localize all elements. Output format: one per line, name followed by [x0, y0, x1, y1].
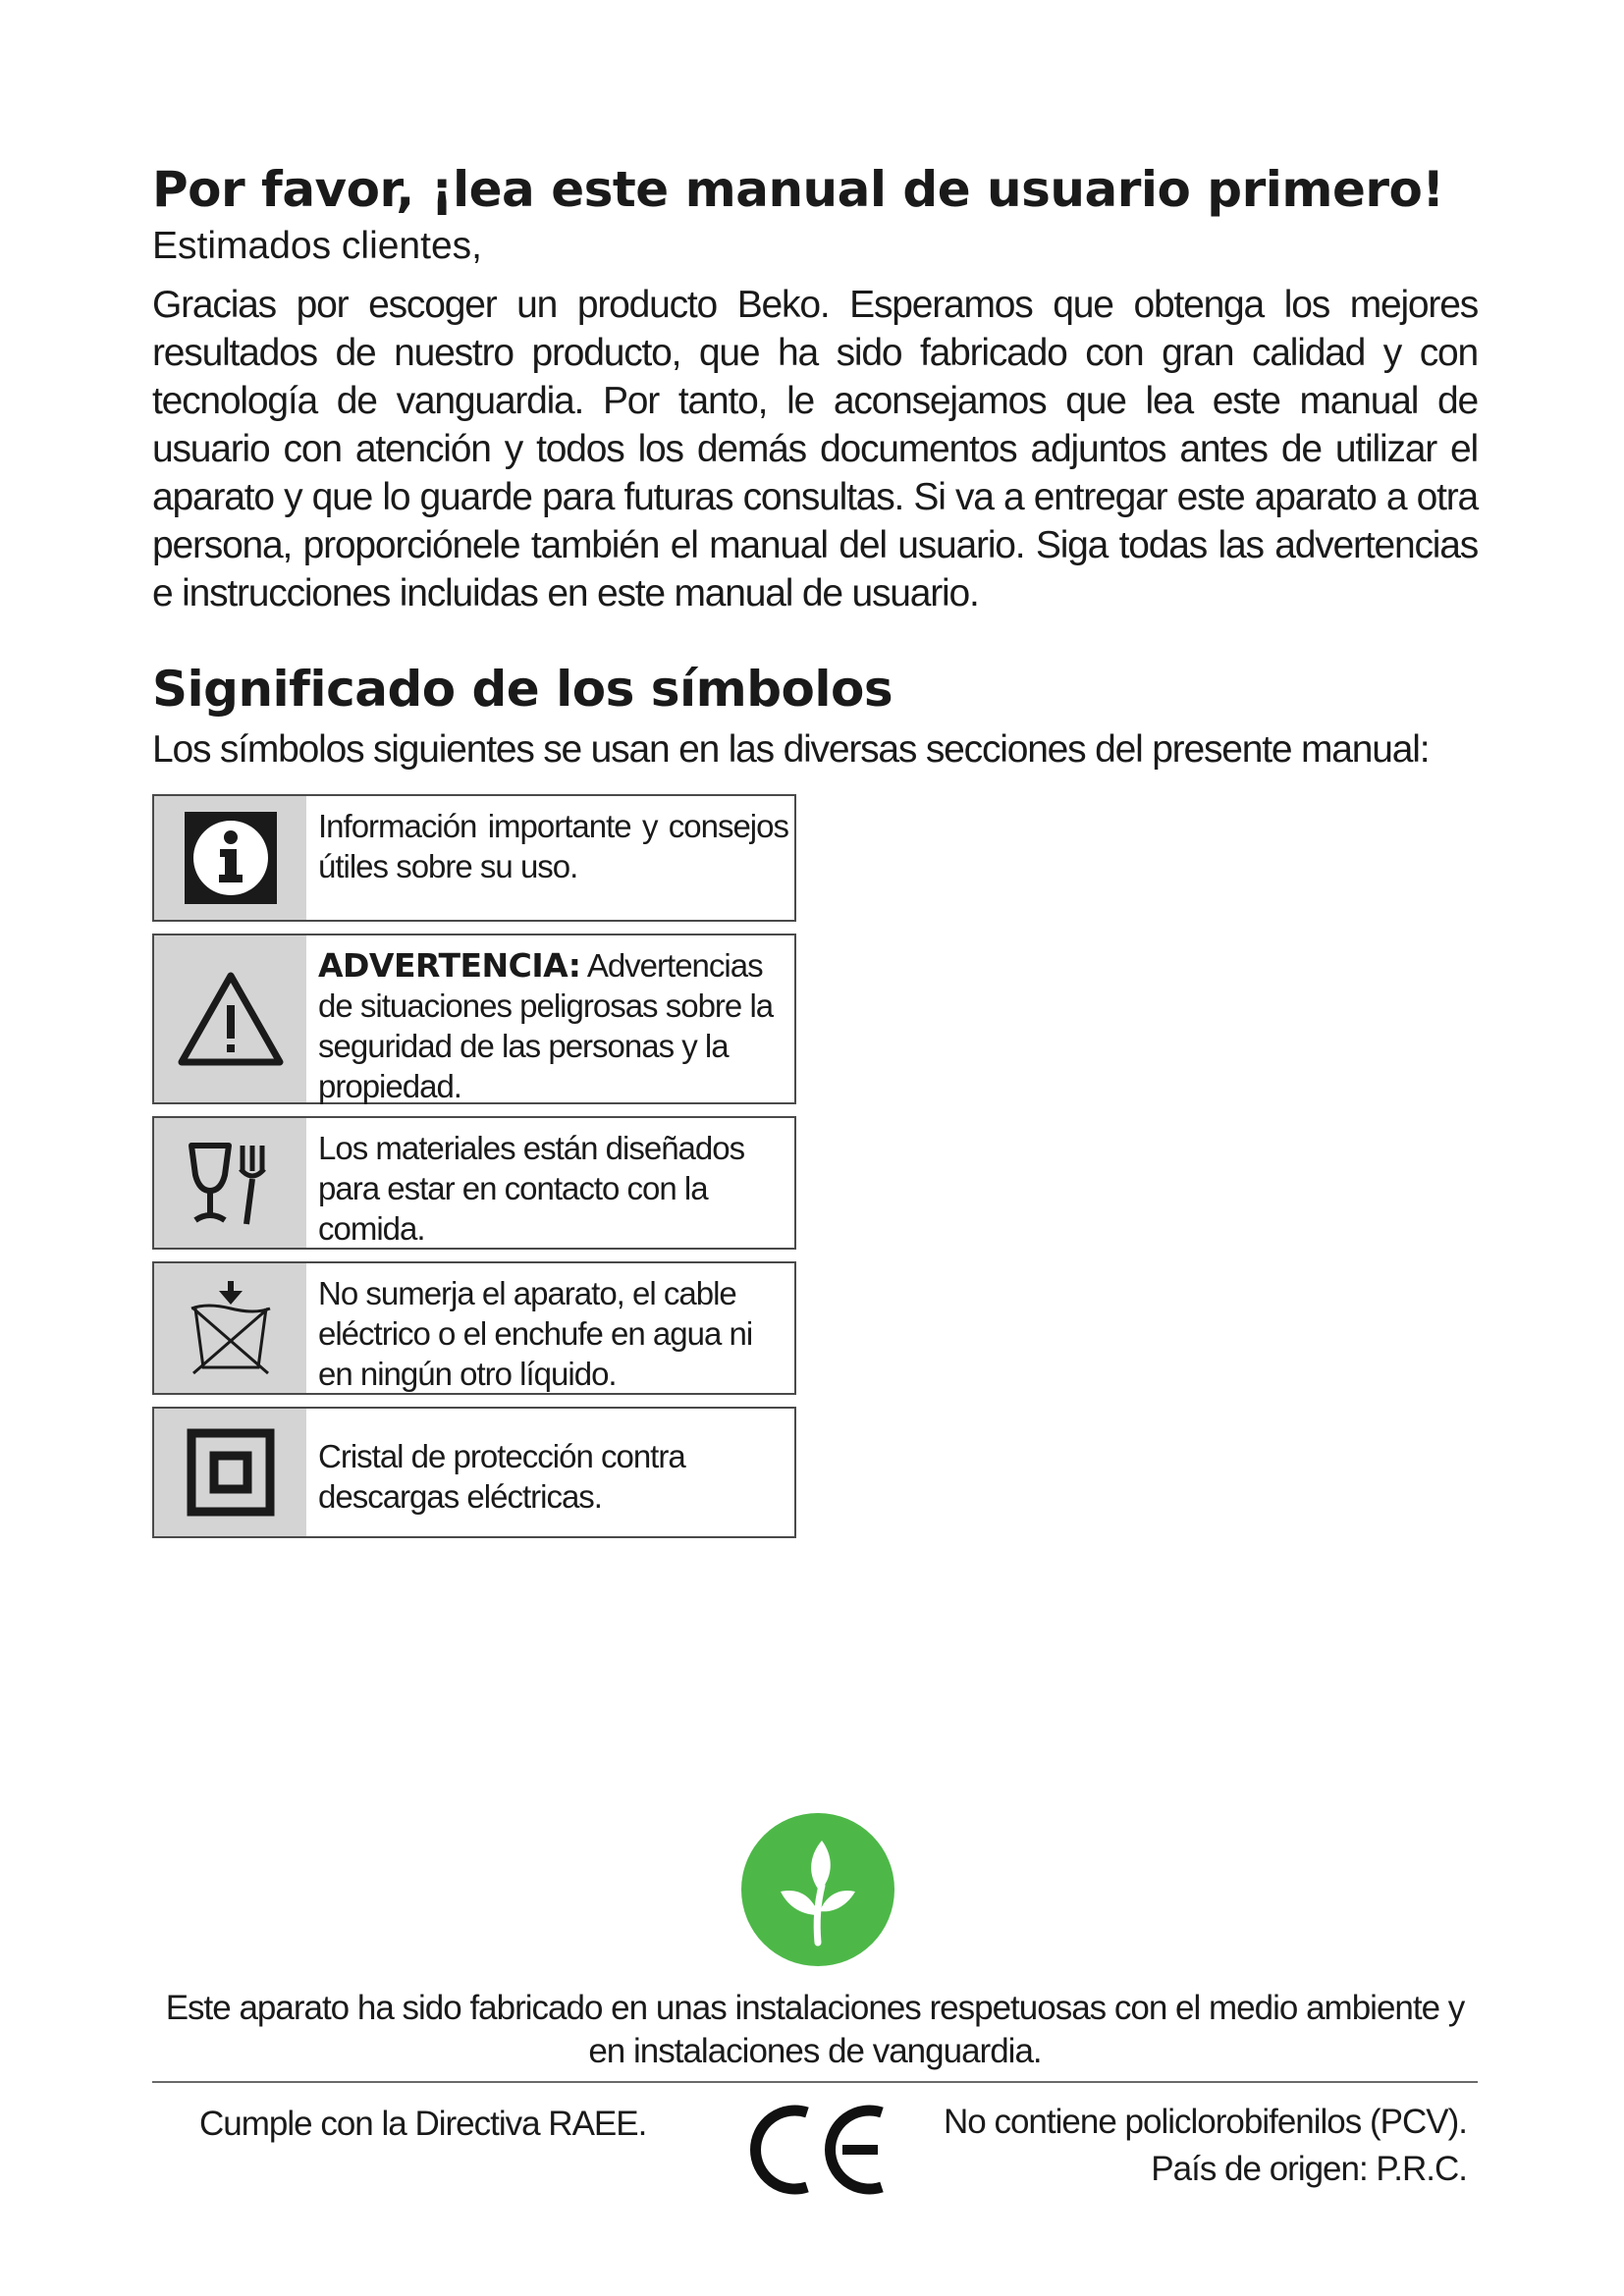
warning-label: ADVERTENCIA: [318, 946, 581, 985]
symbols-heading: Significado de los símbolos [152, 661, 893, 718]
symbol-row-info [152, 794, 796, 922]
symbol-description: Los materiales están diseñados para estar en contacto con la comida. [318, 1130, 745, 1247]
ce-mark-icon [746, 2101, 888, 2199]
footer-right [944, 2099, 1467, 2193]
symbol-description: Información importante y consejos útiles sobre su uso. [318, 808, 788, 884]
symbol-description: Cristal de protección contra descargas eléctricas. [318, 1438, 685, 1515]
double-insulation-icon [154, 1409, 306, 1536]
info-icon [154, 796, 306, 920]
footer-divider [152, 2081, 1478, 2083]
symbol-table [152, 794, 796, 1538]
eco-leaf-icon [741, 1813, 894, 1966]
warning-triangle-icon [154, 935, 306, 1102]
eco-statement: Este aparato ha sido fabricado en unas instalaciones respetuosas con el medio ambiente y en instalaciones de vanguardia. [165, 1989, 1465, 2070]
pcb-statement: No contiene policlorobifenilos (PCV). [944, 2103, 1467, 2141]
weee-compliance: Cumple con la Directiva RAEE. [199, 2105, 647, 2143]
symbols-intro: Los símbolos siguientes se usan en las diversas secciones del presente manual: [152, 728, 1430, 771]
symbol-row-food [152, 1116, 796, 1250]
page-title: Por favor, ¡lea este manual de usuario primero! [152, 161, 1444, 218]
intro-paragraph: Gracias por escoger un producto Beko. Esperamos que obtenga los mejores resultados de nuestro producto, que ha sido fabricado con gran calidad y con tecnología de vanguardia. Por tanto, le aconsejamos que lea este manual de usuario con atención y todos los demás documentos adjuntos antes de utilizar el aparato y que lo guarde para futuras consultas. Si va a entregar este aparato a otra persona, proporciónele también el manual del usuario. Siga todas las advertencias e instrucciones incluidas en este manual de usuario. [152, 284, 1478, 614]
symbol-description: No sumerja el aparato, el cable eléctrico o el enchufe en agua ni en ningún otro líquido. [318, 1275, 753, 1392]
do-not-immerse-icon [154, 1263, 306, 1393]
country-of-origin: País de origen: P.R.C. [1151, 2150, 1467, 2188]
symbol-row-insulation [152, 1407, 796, 1538]
symbol-row-warning [152, 934, 796, 1104]
symbol-row-immerse [152, 1261, 796, 1395]
food-contact-icon [154, 1118, 306, 1248]
manual-page [152, 157, 1478, 1550]
symbol-description: ADVERTENCIA: Advertencias de situaciones peligrosas sobre la seguridad de las personas y la propiedad. [318, 946, 774, 1104]
greeting: Estimados clientes, [152, 225, 482, 267]
